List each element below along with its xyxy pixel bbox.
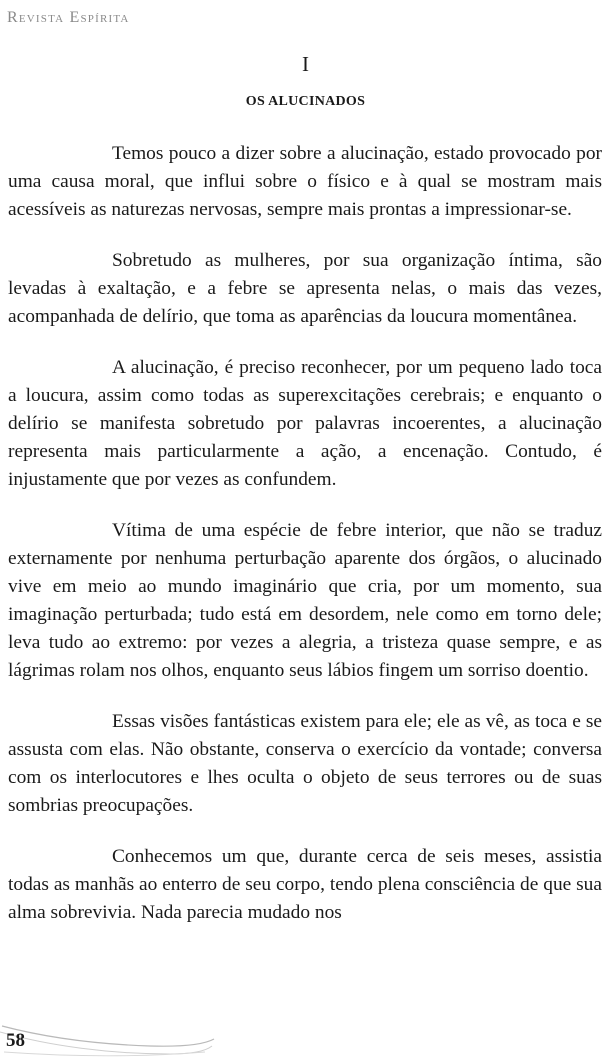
paragraph: Vítima de uma espécie de febre interior, que não se traduz externamente por nenhuma perturbação aparente dos órgãos, o alucinado vive em meio ao mundo imaginário que cria, por um momento, sua imaginação perturbada; tudo está em desordem, nele como em torno dele; leva tudo ao extremo: por vezes a alegria, a tristeza quase sempre, e as lágrimas rolam nos olhos, enquanto seus lábios fingem um sorriso doentio. [8,520,602,681]
footer-swoosh-ornament [0,1022,240,1058]
body-text [8,140,602,950]
page-number: 58 [6,1030,25,1051]
paragraph: Sobretudo as mulheres, por sua organização íntima, são levadas à exaltação, e a febre se apresenta nelas, o mais das vezes, acompanhada de delírio, que toma as aparências da loucura momentânea. [8,250,602,327]
running-head: Revista Espírita [7,9,130,26]
paragraph: Conhecemos um que, durante cerca de seis meses, assistia todas as manhãs ao enterro de seu corpo, tendo plena consciência de que sua alma sobrevivia. Nada parecia mudado nos [8,846,602,923]
paragraph: Essas visões fantásticas existem para ele; ele as vê, as toca e se assusta com elas. Não obstante, conserva o exercício da vontade; conversa com os interlocutores e lhes oculta o objeto de seus terrores ou de suas sombrias preocupações. [8,711,602,816]
paragraph: A alucinação, é preciso reconhecer, por um pequeno lado toca a loucura, assim como todas as superexcitações cerebrais; e enquanto o delírio se manifesta sobretudo por palavras incoerentes, a alucinação representa mais particularmente a ação, a encenação. Contudo, é injustamente que por vezes as confundem. [8,357,602,490]
chapter-number: I [302,52,309,76]
paragraph: Temos pouco a dizer sobre a alucinação, estado provocado por uma causa moral, que influi sobre o físico e à qual se mostram mais acessíveis as naturezas nervosas, sempre mais prontas a impressionar-se. [8,143,602,220]
chapter-title: OS ALUCINADOS [245,94,366,109]
